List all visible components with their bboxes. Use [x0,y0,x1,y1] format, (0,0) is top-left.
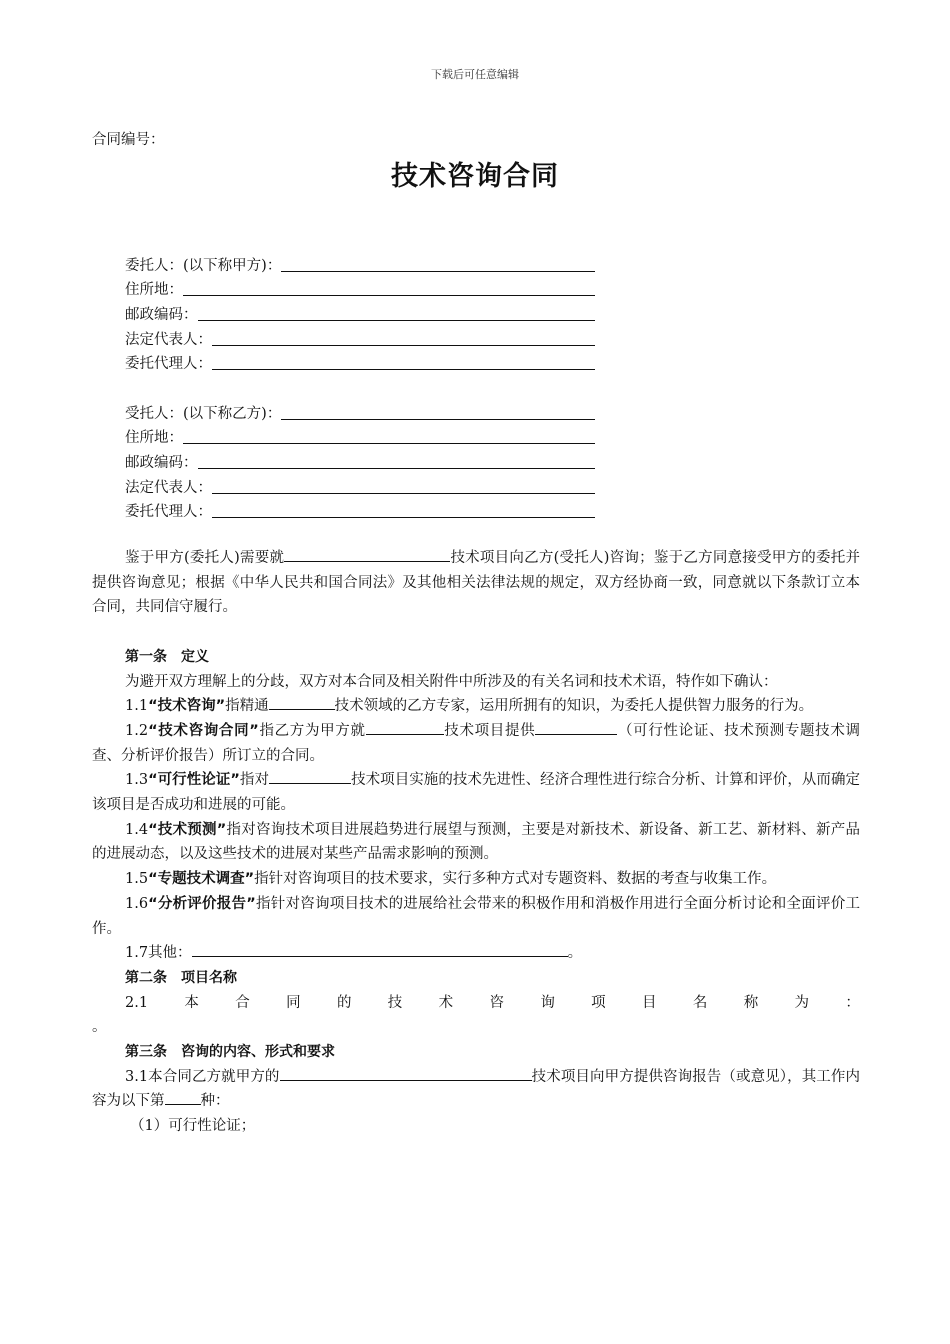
fill-in-blank[interactable] [535,719,617,735]
fill-in-line[interactable] [281,257,595,272]
clause-text: 指精通 [225,698,269,715]
clause-char: 咨 [489,994,504,1011]
contract-title: 技术咨询合同 [391,161,559,192]
clause-2-1-end: 。 [92,1019,107,1036]
clause-char: 合 [235,994,250,1011]
list-item: （1）可行性论证； [130,1118,256,1135]
fill-in-line[interactable] [212,503,595,518]
party-b-agent-row [125,497,595,522]
fill-in-line[interactable] [212,355,595,370]
party-b-postcode-row [125,447,595,472]
clause-2-1 [92,991,860,1016]
clause-text: 技术项目提供 [443,722,536,739]
clause-text: 种： [200,1093,230,1110]
field-label: 委托代理人： [125,504,212,521]
clause-number: 1.3 [125,772,149,789]
fill-in-blank[interactable] [269,694,335,710]
party-a-postcode-row [125,299,595,324]
clause-char: 同 [286,994,301,1011]
fill-in-blank[interactable] [280,1065,532,1081]
clause-char: 项 [591,994,606,1011]
fill-in-line[interactable] [212,331,595,346]
clause-3-1 [92,1065,860,1114]
clause-char: 2.1 [125,994,149,1011]
party-a-legal-rep-row [125,324,595,349]
article-1-intro: 为避开双方理解上的分歧，双方对本合同及相关附件中所涉及的有关名词和技术术语，特作如下确认： [125,673,778,690]
clause-text: 1.7其他： [125,945,192,962]
defined-term: “技术预测” [148,821,227,838]
clause-number: 1.4 [125,821,149,838]
article-1-heading: 第一条 定义 [125,648,209,665]
fill-in-blank[interactable] [284,546,450,562]
clause-char: 术 [438,994,454,1011]
clause-number: 1.1 [125,698,149,715]
clause-char: 本 [184,994,199,1011]
clause-text: 技术领域的乙方专家，运用所拥有的知识，为委托人提供智力服务的行为。 [334,698,814,715]
defined-term: “分析评价报告” [148,895,256,912]
party-a-address-row [125,275,595,300]
field-label: 委托人：(以下称甲方)： [125,257,282,274]
clause-char: 的 [336,994,352,1011]
clause-text: 指对咨询技术项目进展趋势进行展望与预测，主要是对新技术、新设备、新工艺、新材料、新产品的进展动态，以及这些技术的进展对某些产品需求影响的预测。 [92,821,860,863]
clause-number: 1.2 [125,722,149,739]
clause-text: 。 [567,945,583,962]
clause-text: 指针对咨询项目的技术要求，实行多种方式对专题资料、数据的考查与收集工作。 [254,871,777,888]
fill-in-line[interactable] [281,405,595,420]
fill-in-line[interactable] [212,479,595,494]
clause-char: 询 [540,994,555,1011]
field-label: 法定代表人： [125,479,212,496]
field-label: 法定代表人： [125,331,212,348]
clause-text: 指对 [239,772,270,789]
fill-in-blank[interactable] [165,1089,201,1105]
clause-char: 技 [387,994,403,1011]
article-3-heading: 第三条 咨询的内容、形式和要求 [125,1044,335,1061]
fill-in-line[interactable] [198,454,596,469]
header-note: 下载后可任意编辑 [431,68,519,81]
clause-text: （可行性论证、技术预测专题技术调查、分析评价报告）所订立的合同。 [92,722,861,764]
clause-char: 名 [692,994,708,1011]
clause-text: 技术项目向甲方提供咨询报告（或意见），其工作内容为以下第 [92,1068,861,1110]
contract-body [92,546,860,1139]
clause-char: 目 [642,994,657,1011]
clause-1-4 [92,818,860,867]
fill-in-blank[interactable] [269,768,351,784]
party-a-block [125,250,595,373]
fill-in-line[interactable] [183,281,595,296]
clause-1-6 [92,892,860,941]
clause-text: 3.1本合同乙方就甲方的 [125,1068,280,1085]
party-b-address-row [125,423,595,448]
field-label: 邮政编码： [125,455,198,472]
clause-1-2 [92,719,860,768]
fill-in-blank[interactable] [192,941,568,957]
defined-term: “可行性论证” [148,772,240,789]
contract-number-label: 合同编号： [92,132,165,148]
party-b-consultant-row [125,398,595,423]
party-a-client-row [125,250,595,275]
clause-char: 为 [794,994,810,1011]
clause-text: 指针对咨询项目技术的进展给社会带来的积极作用和消极作用进行全面分析讨论和全面评价工作。 [92,895,860,937]
clause-1-1 [92,694,860,719]
party-b-block [125,398,595,521]
clause-1-5 [92,867,860,892]
fill-in-line[interactable] [183,429,595,444]
clause-1-7 [92,941,860,966]
field-label: 住所地： [125,430,183,447]
defined-term: “技术咨询” [148,698,226,715]
clause-1-3 [92,768,860,817]
defined-term: “专题技术调查” [148,871,255,888]
fill-in-blank[interactable] [366,719,444,735]
article-2-heading: 第二条 项目名称 [125,969,237,986]
clause-text: 指乙方为甲方就 [258,722,366,739]
preamble-text: 技术项目向乙方(受托人)咨询；鉴于乙方同意接受甲方的委托并提供咨询意见；根据《中华人民共和国合同法》及其他相关法律法规的规定，双方经协商一致，同意就以下条款订立本合同，共同信守履行。 [92,550,860,616]
party-a-agent-row [125,349,595,374]
defined-term: “技术咨询合同” [148,722,259,739]
clause-text: 技术项目实施的技术先进性、经济合理性进行综合分析、计算和评价，从而确定该项目是否成功和进展的可能。 [92,772,861,814]
field-label: 邮政编码： [125,307,198,324]
field-label: 委托代理人： [125,356,212,373]
preamble-text: 鉴于甲方(委托人)需要就 [125,550,285,566]
field-label: 住所地： [125,282,183,299]
clause-number: 1.6 [125,895,149,912]
clause-char: 称 [743,994,759,1011]
clause-char: ： [845,994,860,1011]
party-b-legal-rep-row [125,472,595,497]
clause-number: 1.5 [125,871,149,888]
preamble-paragraph [92,546,860,620]
field-label: 受托人：(以下称乙方)： [125,405,282,422]
fill-in-line[interactable] [198,306,596,321]
